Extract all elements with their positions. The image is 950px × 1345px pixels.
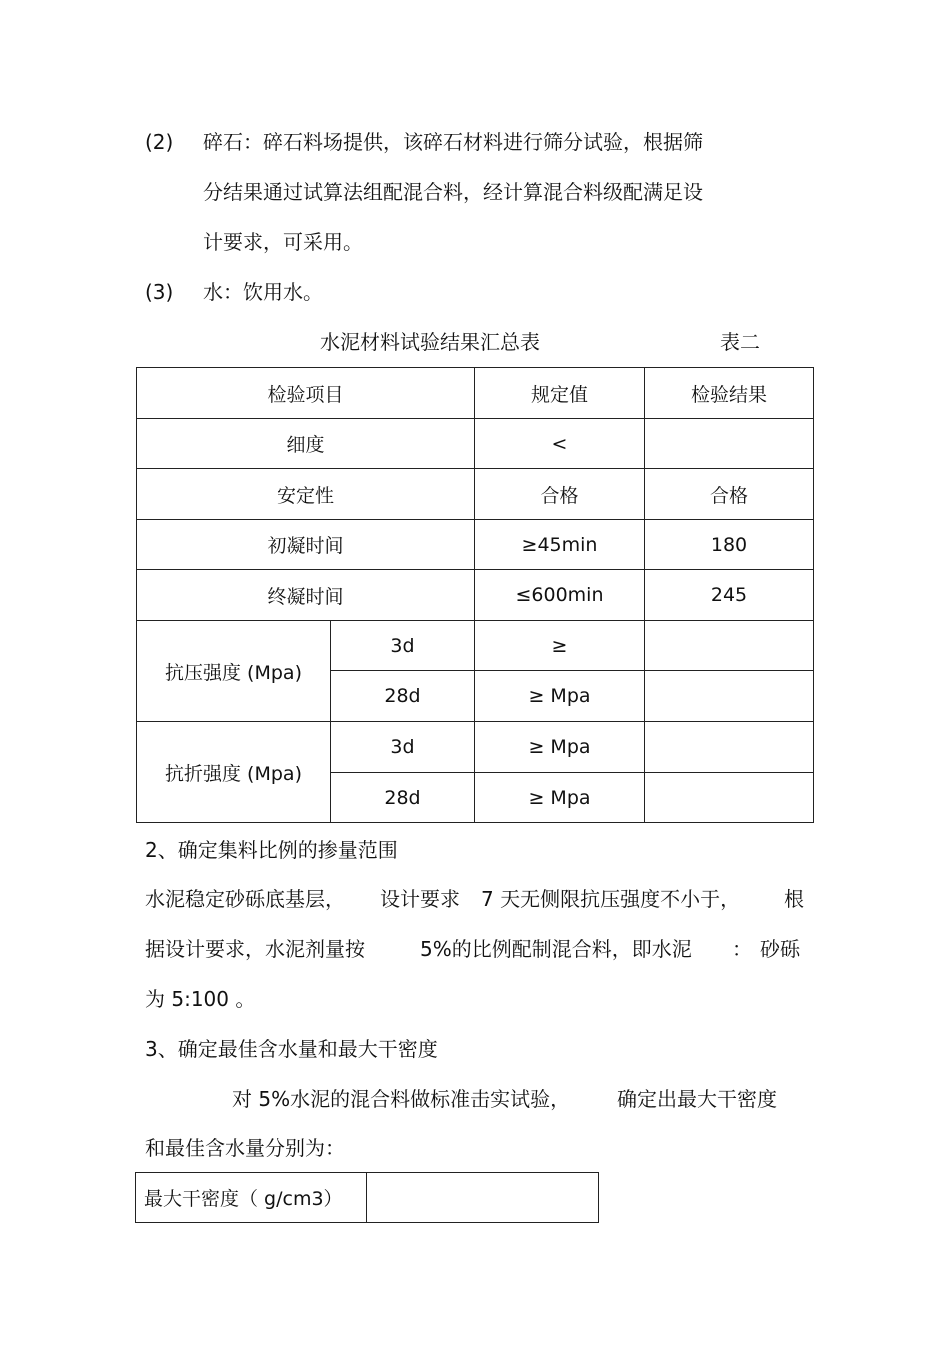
- item2-number: (2): [145, 130, 174, 154]
- row-age: 28d: [331, 671, 475, 722]
- max-dry-density-label: 最大干密度（ g/cm3）: [136, 1173, 367, 1223]
- section2-line2-d: 砂砾: [760, 937, 800, 961]
- table-row: [137, 722, 814, 773]
- section3-line2: 和最佳含水量分别为：: [145, 1136, 345, 1160]
- group-compressive-strength: 抗压强度 (Mpa): [137, 621, 331, 722]
- item2-line1: 碎石：碎石料场提供，该碎石材料进行筛分试验，根据筛: [203, 130, 703, 154]
- max-dry-density-table: [135, 1172, 599, 1223]
- item3-text: 水：饮用水。: [203, 280, 323, 304]
- header-spec: 规定值: [475, 368, 645, 419]
- section2-heading: 2、确定集料比例的掺量范围: [145, 838, 398, 862]
- section3-line1-a: 对 5%水泥的混合料做标准击实试验，: [232, 1087, 571, 1111]
- row-spec: ≥ Mpa: [475, 722, 645, 773]
- section2-line2-a: 据设计要求，水泥剂量按: [145, 937, 365, 961]
- row-item: 终凝时间: [137, 570, 475, 621]
- row-result: [645, 419, 814, 469]
- max-dry-density-value: [367, 1173, 599, 1223]
- row-item: 细度: [137, 419, 475, 469]
- table-row: [137, 520, 814, 570]
- table-row: [137, 621, 814, 671]
- row-result: [645, 621, 814, 671]
- section2-line1-a: 水泥稳定砂砾底基层，: [145, 887, 345, 911]
- table-row: [137, 419, 814, 469]
- row-result: 245: [645, 570, 814, 621]
- section2-line1-b: 设计要求: [380, 887, 460, 911]
- table-label: 表二: [720, 330, 760, 354]
- section3-line1-b: 确定出最大干密度: [617, 1087, 777, 1111]
- row-spec: <: [475, 419, 645, 469]
- item3-number: (3): [145, 280, 174, 304]
- group-flexural-strength: 抗折强度 (Mpa): [137, 722, 331, 823]
- row-spec: 合格: [475, 469, 645, 520]
- item2-line3: 计要求，可采用。: [203, 230, 363, 254]
- header-item: 检验项目: [137, 368, 475, 419]
- row-result: [645, 671, 814, 722]
- section2-line1-c: 7 天无侧限抗压强度不小于，: [481, 887, 741, 911]
- row-item: 安定性: [137, 469, 475, 520]
- row-age: 3d: [331, 621, 475, 671]
- table-row: [137, 570, 814, 621]
- table-title: 水泥材料试验结果汇总表: [320, 330, 540, 354]
- cement-test-table: [136, 367, 814, 823]
- table-header-row: [137, 368, 814, 419]
- row-item: 初凝时间: [137, 520, 475, 570]
- header-result: 检验结果: [645, 368, 814, 419]
- table-row: [137, 469, 814, 520]
- row-age: 3d: [331, 722, 475, 773]
- row-spec: ≥: [475, 621, 645, 671]
- row-age: 28d: [331, 773, 475, 823]
- section3-heading: 3、确定最佳含水量和最大干密度: [145, 1037, 438, 1061]
- section2-line3: 为 5:100 。: [145, 987, 256, 1011]
- section2-line2-c: ：: [732, 937, 752, 961]
- row-spec: ≥45min: [475, 520, 645, 570]
- row-result: [645, 722, 814, 773]
- row-result: 180: [645, 520, 814, 570]
- row-spec: ≥ Mpa: [475, 773, 645, 823]
- table-row: [136, 1173, 599, 1223]
- row-result: 合格: [645, 469, 814, 520]
- row-spec: ≥ Mpa: [475, 671, 645, 722]
- row-result: [645, 773, 814, 823]
- section2-line2-b: 5%的比例配制混合料，即水泥: [420, 937, 692, 961]
- row-spec: ≤600min: [475, 570, 645, 621]
- section2-line1-d: 根: [784, 887, 804, 911]
- item2-line2: 分结果通过试算法组配混合料，经计算混合料级配满足设: [203, 180, 703, 204]
